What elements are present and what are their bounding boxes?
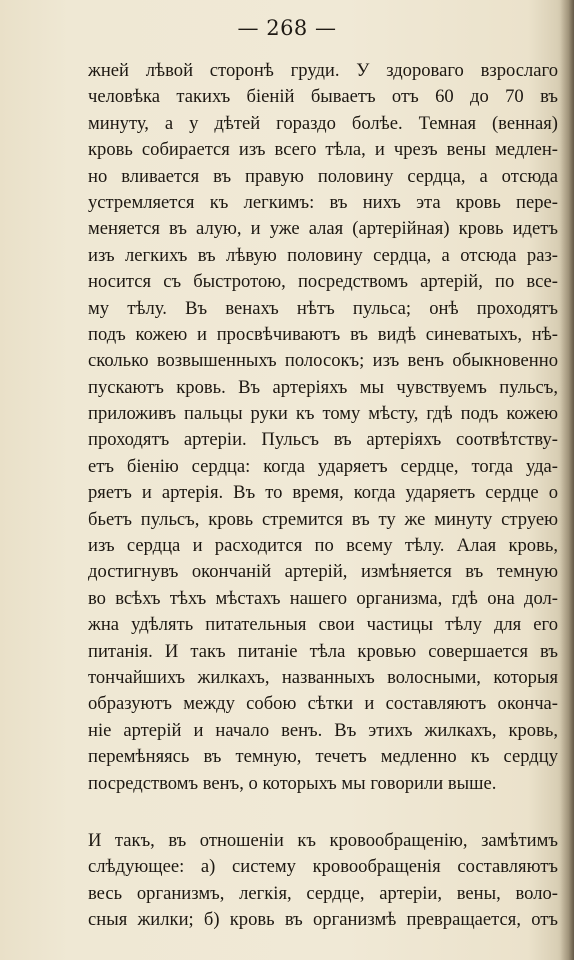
- text-line: слѣдующее: а) систему кровообращенія составляютъ: [88, 856, 558, 878]
- text-line: ряетъ и артерія. Въ то время, когда ударяетъ сердце о: [88, 482, 558, 504]
- text-line: бьетъ пульсъ, кровь стремится въ ту же минуту струею: [88, 508, 558, 530]
- text-line: приложивъ пальцы руки къ тому мѣсту, гдѣ подъ кожею: [88, 403, 558, 425]
- paragraph: [88, 828, 558, 934]
- text-line: подъ кожею и просвѣчиваютъ въ видѣ синеватыхъ, нѣ-: [88, 323, 558, 345]
- text-line: пускаютъ кровь. Въ артеріяхъ мы чувствуемъ пульсъ,: [88, 376, 558, 398]
- text-line: человѣка такихъ біеній бываетъ отъ 60 до 70 въ: [88, 86, 558, 108]
- paragraph: [88, 58, 558, 797]
- text-line: питанія. И такъ питаніе тѣла кровью совершается въ: [88, 640, 558, 662]
- text-line: сколько возвышенныхъ полосокъ; изъ венъ обыкновенно: [88, 350, 558, 372]
- text-line: изъ сердца и расходится по всему тѣлу. Алая кровь,: [88, 535, 558, 557]
- text-line: ніе артерій и начало венъ. Въ этихъ жилкахъ, кровь,: [88, 719, 558, 741]
- text-line: изъ легкихъ въ лѣвую половину сердца, а отсюда раз-: [88, 244, 558, 266]
- text-line: посредствомъ венъ, о которыхъ мы говорили выше.: [88, 772, 497, 794]
- text-line: образуютъ между собою сѣтки и составляютъ оконча-: [88, 693, 558, 715]
- spine-shadow: [560, 0, 574, 960]
- text-line: проходятъ артеріи. Пульсъ въ артеріяхъ соотвѣтству-: [88, 429, 558, 451]
- text-line: перемѣняясь въ темную, течетъ медленно къ сердцу: [88, 746, 558, 768]
- text-line: му тѣлу. Въ венахъ нѣтъ пульса; онѣ проходятъ: [88, 297, 558, 319]
- page-number: — 268 —: [237, 16, 337, 40]
- text-line: жна удѣлять питательныя свои частицы тѣлу для его: [88, 614, 558, 636]
- text-line: носится съ быстротою, посредствомъ артерій, по все-: [88, 271, 558, 293]
- paragraph-gap: [88, 797, 558, 828]
- text-line: достигнувъ окончаній артерій, измѣняется въ темную: [88, 561, 558, 583]
- text-line: етъ біенію сердца: когда ударяетъ сердце, тогда уда-: [88, 455, 558, 477]
- text-line: минуту, а у дѣтей гораздо болѣе. Темная (венная): [88, 112, 558, 134]
- text-line: тончайшихъ жилкахъ, названныхъ волосными, которыя: [88, 666, 558, 688]
- text-line: меняется въ алую, и уже алая (артерійная) кровь идетъ: [88, 218, 558, 240]
- text-line: во всѣхъ тѣхъ мѣстахъ нашего организма, гдѣ она дол-: [88, 587, 558, 609]
- body-text: [88, 58, 558, 934]
- text-line: И такъ, въ отношеніи къ кровообращенію, замѣтимъ: [88, 829, 558, 851]
- text-line: сныя жилки; б) кровь въ организмѣ превращается, отъ: [88, 909, 558, 931]
- text-line: устремляется къ легкимъ: въ нихъ эта кровь пере-: [88, 191, 558, 213]
- text-line: но вливается въ правую половину сердца, а отсюда: [88, 165, 558, 187]
- text-line: весь организмъ, легкія, сердце, артеріи, вены, воло-: [88, 882, 558, 904]
- text-line: кровь собирается изъ всего тѣла, и чрезъ вены медлен-: [88, 139, 558, 161]
- text-line: жней лѣвой сторонѣ груди. У здороваго взрослаго: [88, 60, 558, 81]
